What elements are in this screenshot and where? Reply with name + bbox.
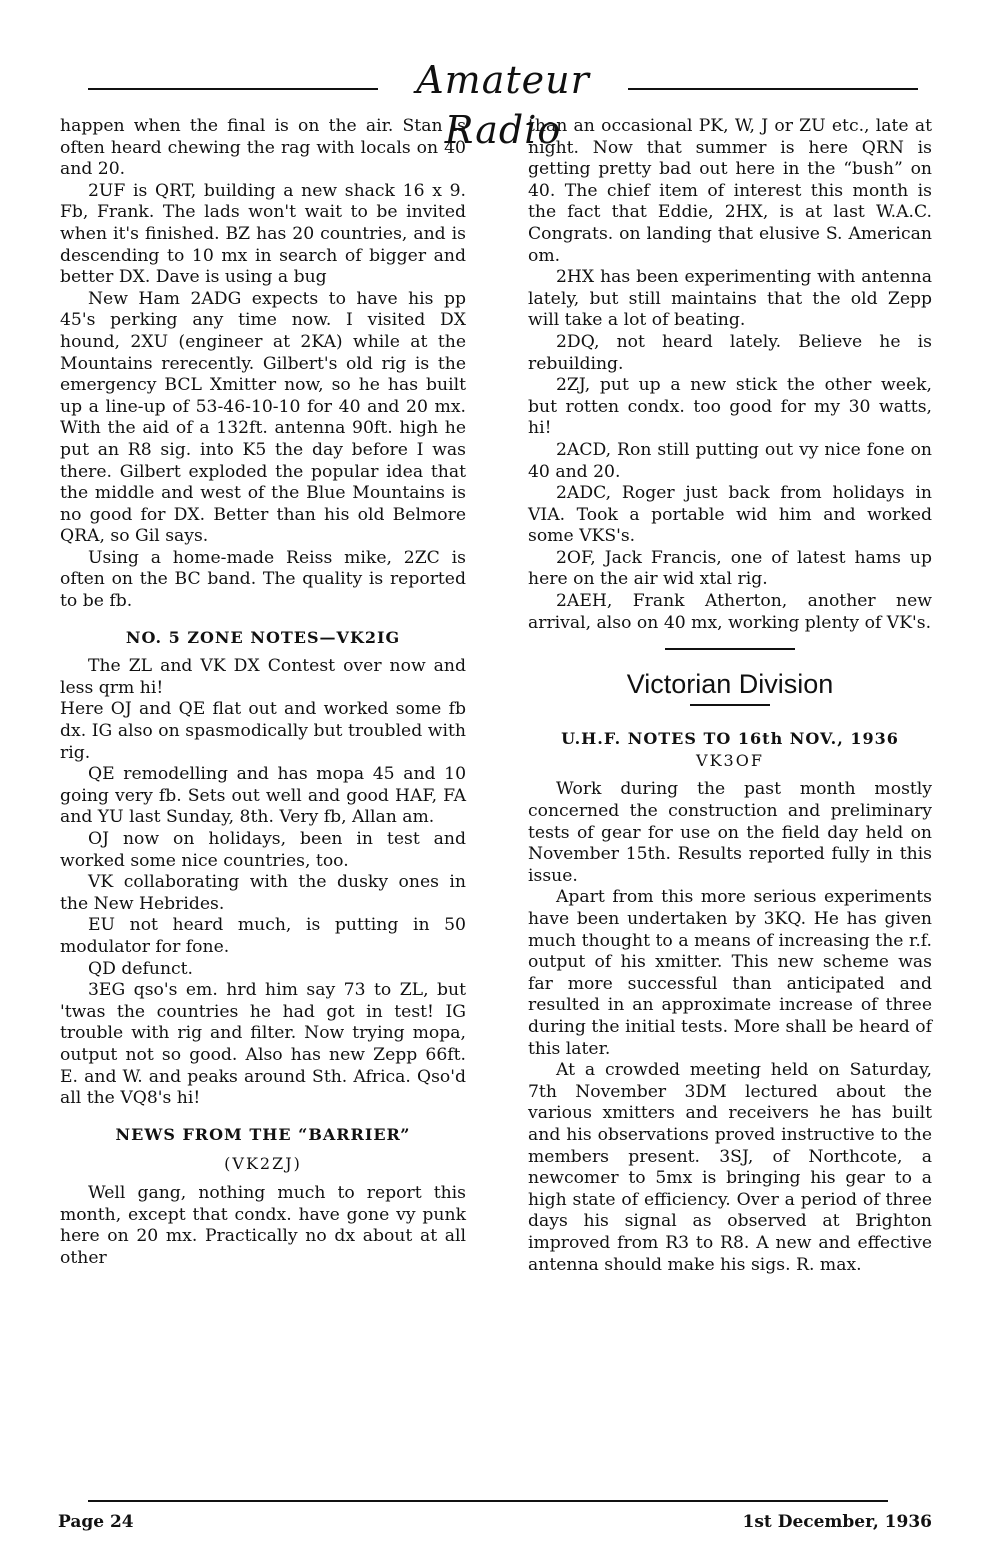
paragraph: OJ now on holidays, been in test and worked some nice countries, too. [60, 829, 466, 871]
masthead-title: Amateur Radio [416, 58, 590, 152]
paragraph: QE remodelling and has mopa 45 and 10 going very fb. Sets out well and good HAF, FA and YU last Sunday, 8th. Very fb, Allan am. [60, 764, 466, 828]
section-heading-zone-notes: NO. 5 ZONE NOTES—VK2IG [125, 627, 401, 647]
paragraph: Well gang, nothing much to report this month, except that condx. have gone vy punk here on 20 mx. Practically no dx about at all other [60, 1182, 466, 1268]
left-column [60, 116, 466, 1269]
masthead-rule-right [628, 88, 918, 90]
section-subheading-barrier: (VK2ZJ) [224, 1154, 302, 1174]
paragraph: 2UF is QRT, building a new shack 16 x 9. Fb, Frank. The lads won't wait to be invited when it's finished. BZ has 20 countries, and is descending to 10 mx in search of bigger and better DX. Dave is using a bug [60, 180, 466, 288]
paragraph: than an occasional PK, W, J or ZU etc., late at night. Now that summer is here QRN is getting pretty bad out here in the “bush” on 40. The chief item of interest this month is the fact that Eddie, 2HX, is at last W.A.C. Congrats. on landing that elusive S. American om. [528, 116, 932, 266]
paragraph: New Ham 2ADG expects to have his pp 45's perking any time now. I visited DX hound, 2XU (engineer at 2KA) while at the Mountains rerecently. Gilbert's old rig is the emergency BCL Xmitter now, so he has built up a line-up of 53-46-10-10 for 40 and 20 mx. With the aid of a 132ft. antenna 90ft. high he put an R8 sig. into K5 the day before I was there. Gilbert exploded the popular idea that the middle and west of the Blue Mountains is no good for DX. Better than his old Belmore QRA, so Gil says. [60, 288, 466, 547]
page-number: Page 24 [58, 1512, 134, 1532]
paragraph: QD defunct. [88, 958, 194, 979]
paragraph: 2ADC, Roger just back from holidays in VIA. Took a portable wid him and worked some VKS's. [528, 483, 932, 547]
paragraph: At a crowded meeting held on Saturday, 7th November 3DM lectured about the various xmitters and receivers he has built and his observations proved instructive to the members present. 3SJ, of Northcote, a newcomer to 5mx is bringing his gear to a high state of efficiency. Over a period of three days his signal as observed at Brighton improved from R3 to R8. A new and effective antenna should make his sigs. R. max. [528, 1060, 932, 1275]
paragraph: 2AEH, Frank Atherton, another new arrival, also on 40 mx, working plenty of VK's. [528, 591, 932, 633]
paragraph: 3EG qso's em. hrd him say 73 to ZL, but 'twas the countries he had got in test! IG trouble with rig and filter. Now trying mopa, output not so good. Also has new Zepp 66ft. E. and W. and peaks around Sth. Africa. Qso'd all the VQ8's hi! [60, 980, 466, 1109]
paragraph: Work during the past month mostly concerned the construction and preliminary tests of gear for use on the field day held on November 15th. Results reported fully in this issue. [528, 779, 932, 886]
section-subheading-uhf: VK3OF [696, 750, 764, 770]
section-heading-barrier: NEWS FROM THE “BARRIER” [115, 1124, 411, 1144]
paragraph: VK collaborating with the dusky ones in the New Hebrides. [60, 872, 466, 914]
paragraph: 2OF, Jack Francis, one of latest hams up here on the air wid xtal rig. [528, 547, 932, 590]
masthead-rule-left [88, 88, 378, 90]
paragraph: 2HX has been experimenting with antenna lately, but still maintains that the old Zepp will take a lot of beating. [528, 267, 932, 331]
paragraph: 2ACD, Ron still putting out vy nice fone on 40 and 20. [528, 439, 932, 482]
right-column [528, 116, 932, 1276]
section-heading-uhf-notes: U.H.F. NOTES TO 16th NOV., 1936 [561, 729, 899, 749]
paragraph: Here OJ and QE flat out and worked some fb dx. IG also on spasmodically but troubled with rig. [60, 699, 466, 763]
footer-rule [88, 1500, 888, 1502]
paragraph: happen when the final is on the air. Stan is often heard chewing the rag with locals on 40 and 20. [60, 116, 466, 180]
paragraph: 2ZJ, put up a new stick the other week, but rotten condx. too good for my 30 watts, hi! [528, 375, 932, 439]
paragraph: 2DQ, not heard lately. Believe he is rebuilding. [528, 331, 932, 374]
paragraph: The ZL and VK DX Contest over now and less qrm hi! [60, 656, 466, 698]
paragraph: EU not heard much, is putting in 50 modulator for fone. [60, 915, 466, 957]
division-title: Victorian Division [626, 669, 834, 700]
paragraph: Apart from this more serious experiments have been undertaken by 3KQ. He has given much thought to a means of increasing the r.f. output of his xmitter. This new scheme was far more successful than anticipated and resulted in an approximate increase of three during the initial tests. More shall be heard of this later. [528, 887, 932, 1059]
issue-date: 1st December, 1936 [742, 1512, 932, 1532]
paragraph: Using a home-made Reiss mike, 2ZC is often on the BC band. The quality is reported to be fb. [60, 547, 466, 612]
